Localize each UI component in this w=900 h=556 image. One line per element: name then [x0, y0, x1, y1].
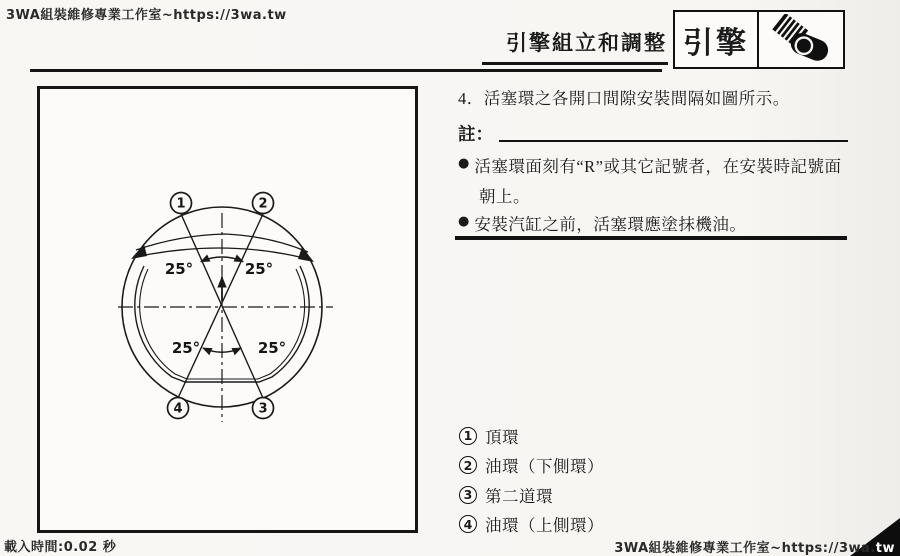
crown-arrow-left-icon: [131, 244, 147, 259]
angle-label-bottom-left: 25°: [171, 339, 201, 357]
note-bottom-rule: [455, 236, 847, 240]
callout-number-3: 3: [258, 401, 268, 417]
legend-label-1: 頂環: [485, 427, 519, 447]
watermark-top-left: 3WA組裝維修專業工作室~https://3wa.tw: [6, 8, 287, 23]
angle-label-bottom-right: 25°: [257, 339, 287, 357]
bullet-icon: ●: [458, 214, 470, 229]
watermark-bottom-right-tail: tw: [875, 541, 895, 556]
callout-number-2: 2: [258, 196, 268, 212]
ring-legend: [459, 421, 604, 539]
legend-item-oil-ring-lower: [459, 451, 604, 481]
watermark-bottom-right-main: 3WA組裝維修專業工作室~https://3wa.: [614, 541, 876, 556]
note-fill-line: [499, 140, 848, 142]
bullet-item-apply-oil: [458, 211, 746, 235]
legend-number-1: 1: [459, 427, 477, 445]
diagram-panel: [37, 86, 418, 533]
section-title: 引擎組立和調整: [506, 31, 667, 55]
legend-number-2: 2: [459, 456, 477, 474]
section-title-underline: [482, 62, 668, 65]
engine-chapter-tab: [673, 10, 845, 69]
bullet-2-text: 安裝汽缸之前，活塞環應塗抹機油。: [474, 215, 747, 234]
note-row: [458, 121, 848, 146]
legend-label-2: 油環（下側環）: [485, 457, 604, 477]
watermark-bottom-right: [614, 537, 895, 556]
angle-label-top-right: 25°: [244, 260, 274, 278]
note-label: 註：: [458, 124, 493, 144]
bullet-icon: ●: [458, 156, 470, 171]
watermark-load-time: 載入時間:0.02 秒: [4, 540, 117, 555]
legend-item-oil-ring-upper: [459, 510, 604, 540]
legend-label-3: 第二道環: [485, 486, 553, 506]
piston-ring-gap-diagram: [40, 89, 415, 530]
legend-number-3: 3: [459, 486, 477, 504]
bullet-1-text-line1: 活塞環面刻有“R”或其它記號者，在安裝時記號面: [474, 157, 842, 176]
legend-item-second-ring: [459, 480, 604, 510]
bullet-1-text-line2: 朝上。: [479, 187, 530, 206]
engine-tab-label: 引擎: [675, 12, 759, 67]
legend-number-4: 4: [459, 515, 477, 533]
legend-label-4: 油環（上側環）: [485, 516, 604, 536]
bullet-item-ring-marking: [458, 153, 842, 177]
callout-number-1: 1: [176, 196, 186, 212]
piston-connecting-rod-icon: [759, 12, 843, 67]
callout-number-4: 4: [173, 401, 183, 417]
legend-item-top-ring: [459, 421, 604, 451]
page-top-rule: [30, 69, 662, 72]
angle-label-top-left: 25°: [164, 260, 194, 278]
step-4-text: 4．活塞環之各開口間隙安裝間隔如圖所示。: [458, 89, 790, 108]
